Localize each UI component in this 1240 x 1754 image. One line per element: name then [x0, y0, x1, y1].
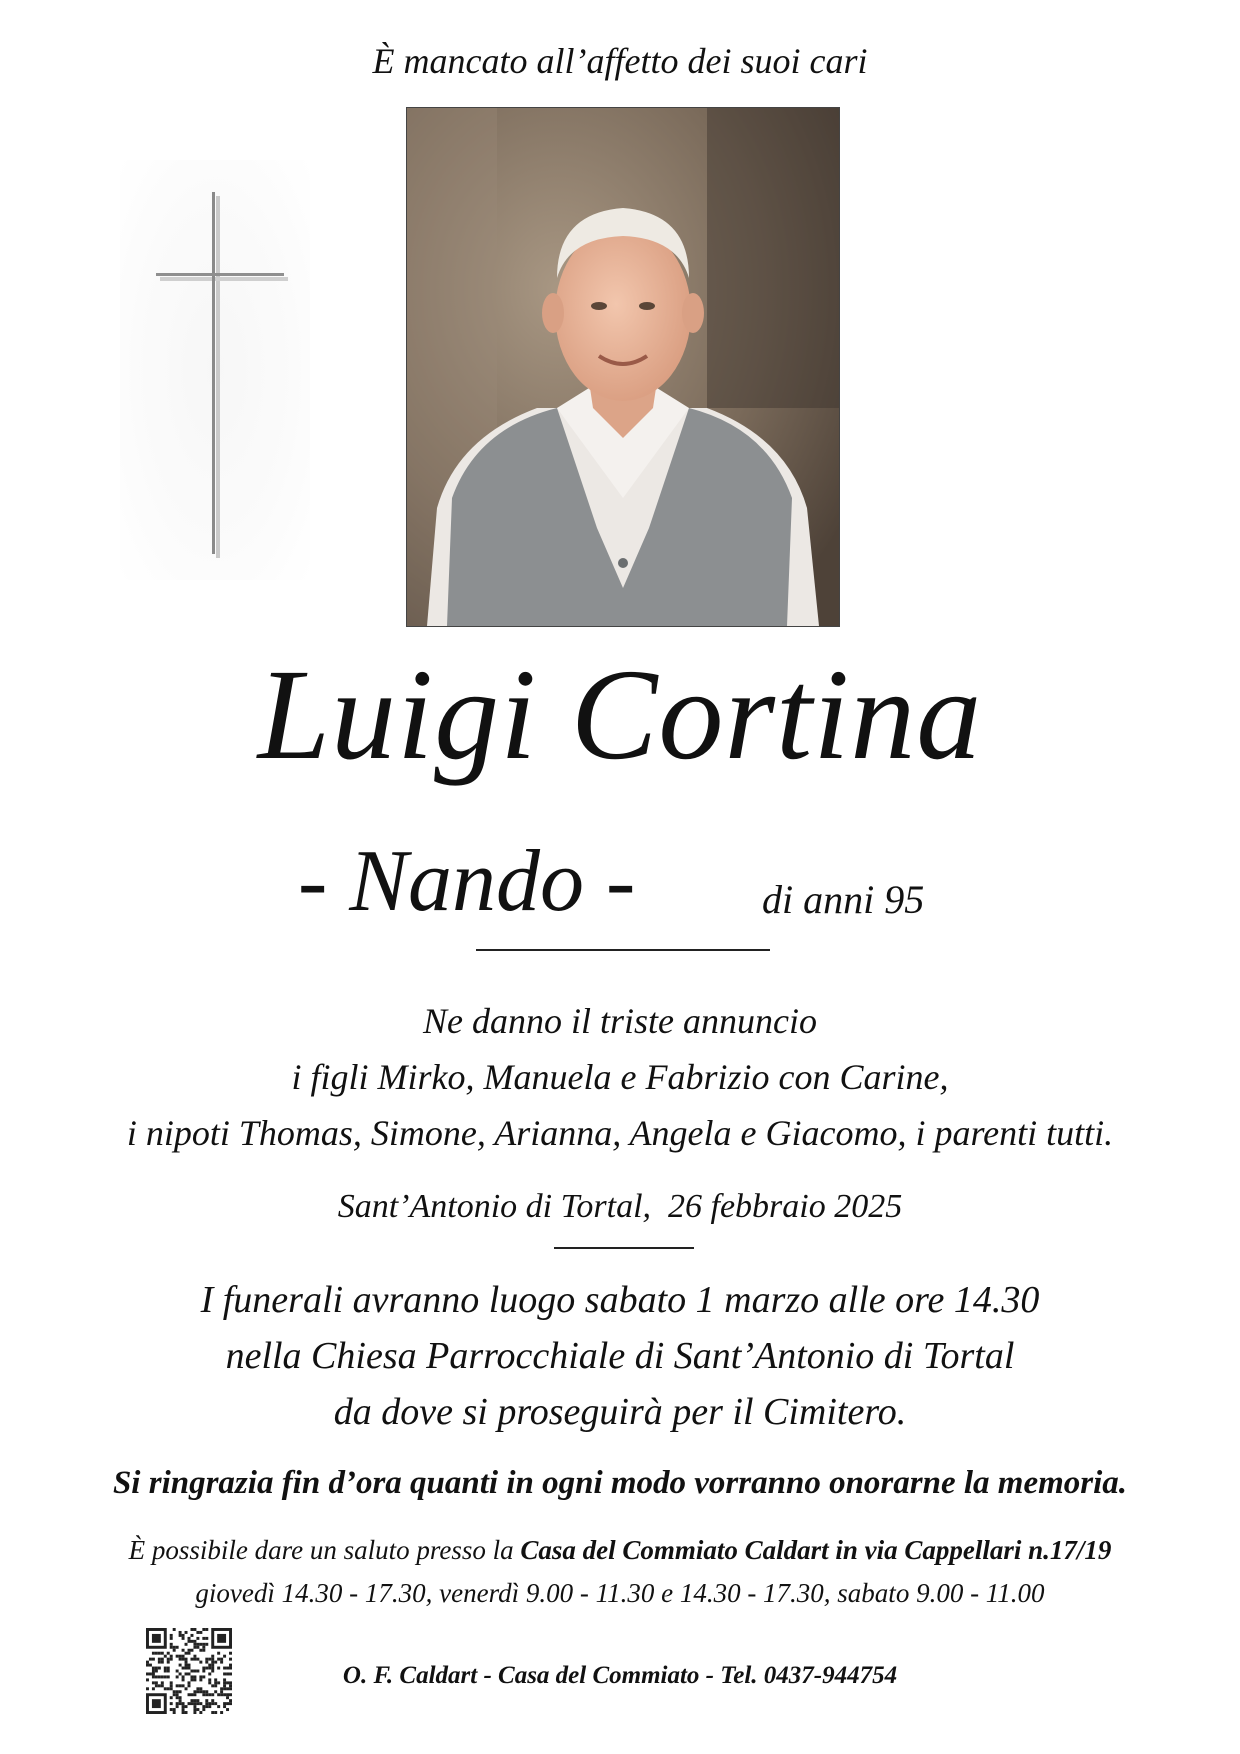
announcement-line: i figli Mirko, Manuela e Fabrizio con Carine,	[291, 1057, 949, 1097]
visit-prefix: È possibile dare un saluto presso la	[128, 1535, 521, 1565]
thanks-text: Si ringrazia fin d’ora quanti in ogni modo vorranno onorarne la memoria.	[112, 1465, 1128, 1501]
footer-contact: O. F. Caldart - Casa del Commiato - Tel. 0437-944754	[342, 1662, 898, 1689]
nickname: - Nando -	[298, 833, 636, 930]
portrait-photo	[406, 107, 840, 627]
intro-text: È mancato all’affetto dei suoi cari	[372, 41, 868, 81]
deceased-name: Luigi Cortina	[257, 643, 983, 787]
cross-icon	[120, 160, 310, 580]
announcement-line: i nipoti Thomas, Simone, Arianna, Angela e Giacomo, i parenti tutti.	[126, 1113, 1114, 1153]
visit-info	[0, 1535, 1240, 1566]
visit-location: Casa del Commiato Caldart in via Cappellari n.17/19	[520, 1535, 1112, 1565]
place-date: Sant’Antonio di Tortal, 26 febbraio 2025	[337, 1188, 903, 1225]
funeral-line: da dove si proseguirà per il Cimitero.	[333, 1391, 907, 1433]
funeral-line: nella Chiesa Parrocchiale di Sant’Antonio di Tortal	[225, 1335, 1015, 1377]
announcement-line: Ne danno il triste annuncio	[423, 1001, 817, 1041]
age: di anni 95	[762, 877, 925, 922]
divider	[554, 1247, 694, 1249]
visit-hours: giovedì 14.30 - 17.30, venerdì 9.00 - 11.30 e 14.30 - 17.30, sabato 9.00 - 11.00	[195, 1578, 1045, 1608]
funeral-line: I funerali avranno luogo sabato 1 marzo alle ore 14.30	[200, 1279, 1040, 1321]
divider	[476, 949, 770, 951]
